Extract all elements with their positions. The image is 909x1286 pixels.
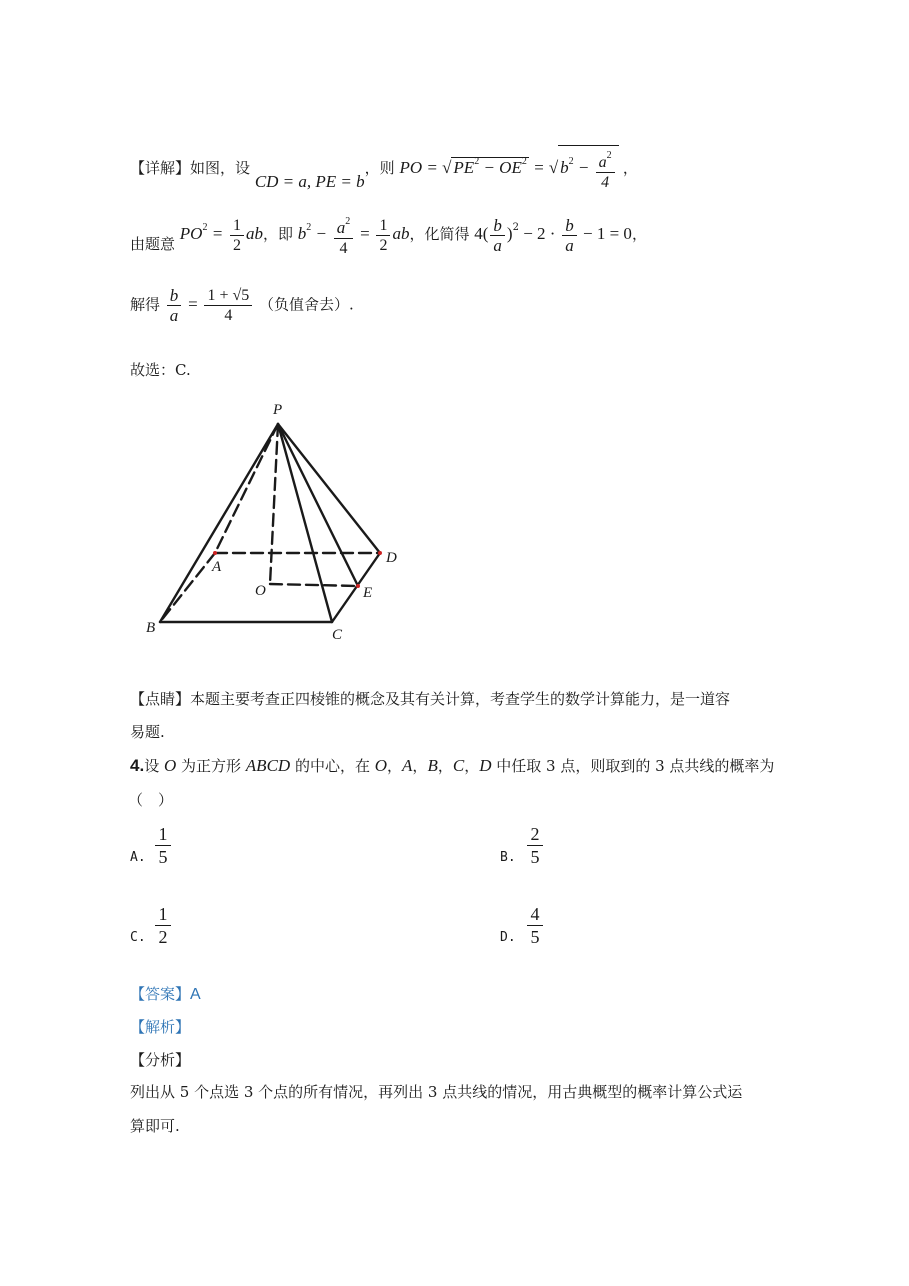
- choice-line: 故选：C.: [130, 361, 191, 379]
- answer-value: A: [190, 986, 201, 1003]
- answer-label: 【答案】: [130, 985, 191, 1003]
- analysis-label: 【解析】: [130, 1018, 191, 1036]
- label-b: B: [146, 620, 156, 636]
- label-d: D: [386, 550, 397, 566]
- po-formula: PO = √ $PE^2 - OE^2$ = √ $b^2$ − $\frac{a^2}{4}$: [399, 158, 622, 177]
- option-b-value[interactable]: 2 5: [527, 823, 543, 868]
- fenxi-line-1: 列出从 5 个点选 3 个点的所有情况，再列出 3 点共线的情况，用古典概型的概率计算公式运: [130, 1083, 743, 1101]
- pyramid-figure: [140, 398, 420, 648]
- label-a: A: [212, 559, 222, 575]
- label-o: O: [255, 583, 266, 599]
- detail-line: 【详解】如图，设 CD = a, PE = b，则 PO = √ $PE^2 - OE^2$ = √ $b^2$ − $\frac{a^2}{4}$ ，: [130, 145, 638, 192]
- solution-line: 解得 $\frac{b}{a}$ = $\frac{1 + √5}{4}$ （负值舍去）.: [130, 286, 354, 325]
- option-d-label[interactable]: D.: [500, 930, 516, 945]
- label-e: E: [363, 585, 373, 601]
- question-4: 4.设 O 为正方形 ABCD 的中心，在 O，A，B，C，D 中任取 3 点，则取到的 3 点共线的概率为: [130, 756, 775, 775]
- comment-line-2: 易题.: [130, 723, 165, 741]
- detail-label: 【详解】: [130, 158, 191, 177]
- option-d-value[interactable]: 4 5: [527, 903, 543, 948]
- option-a-label[interactable]: A.: [130, 850, 146, 865]
- fenxi-label: 【分析】: [130, 1051, 191, 1069]
- answer-line: [130, 984, 201, 1005]
- comment-line-1: 【点睛】本题主要考查正四棱锥的概念及其有关计算，考查学生的数学计算能力，是一道容: [130, 690, 731, 708]
- question-number: 4.: [130, 756, 145, 775]
- option-b-label[interactable]: B.: [500, 850, 516, 865]
- label-p: P: [273, 402, 283, 418]
- option-c-label[interactable]: C.: [130, 930, 146, 945]
- fenxi-line-2: 算即可.: [130, 1117, 180, 1135]
- condition-line: 由题意 $PO^2$ = $\frac{1}{2}$ ab，即 $b^2$ − $\frac{a^2}{4}$ = $\frac{1}{2}$ ab，化简得 4( $\frac{b}{a}$ )$^2$ − 2 · $\frac{b}{a}$ − 1 = 0，: [130, 215, 647, 257]
- question-paren: （ ）: [128, 791, 174, 809]
- cd-equation: CD = a, PE = b: [254, 171, 365, 191]
- label-c: C: [332, 627, 343, 643]
- option-a-value[interactable]: 1 5: [155, 823, 171, 868]
- option-c-value[interactable]: 1 2: [155, 903, 171, 948]
